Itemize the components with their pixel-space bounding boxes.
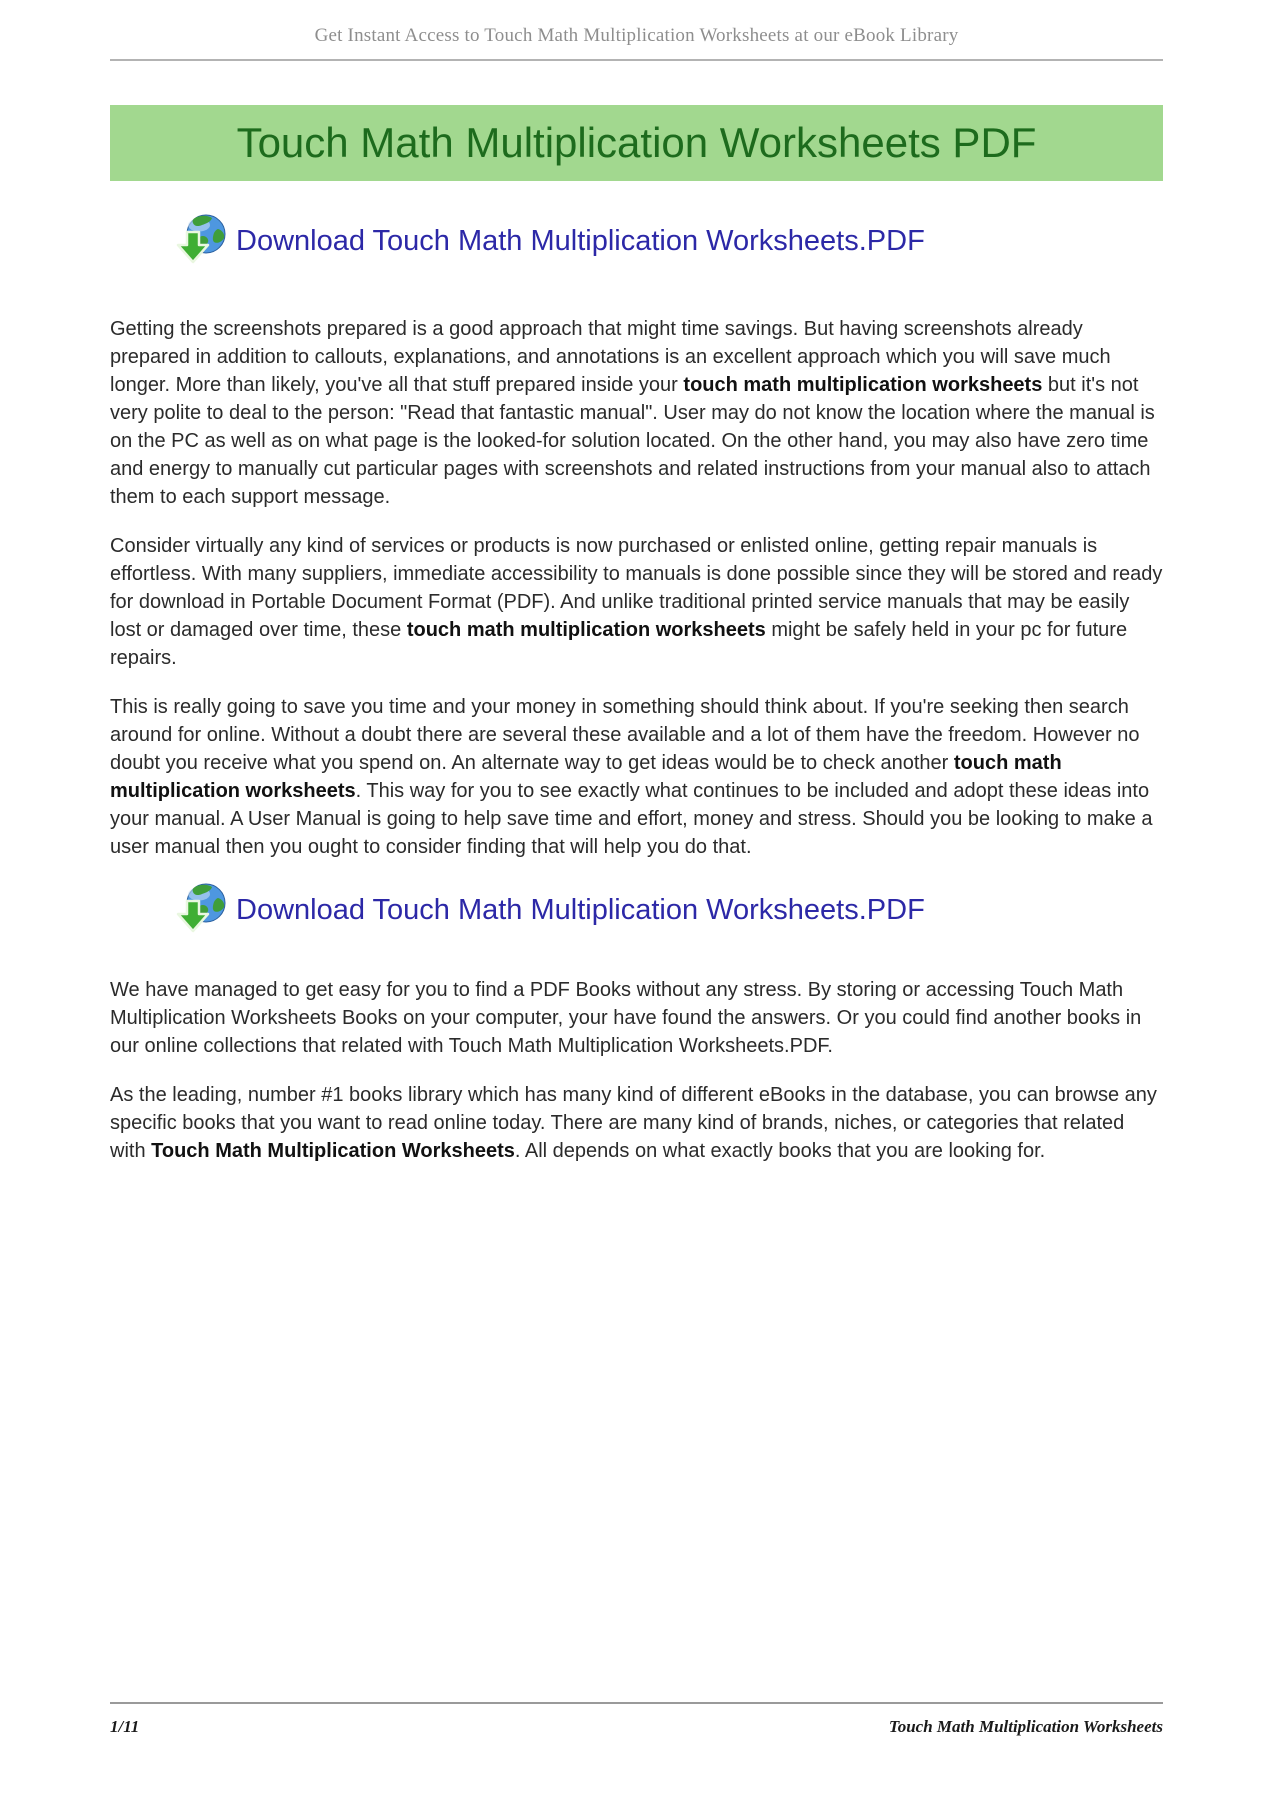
body-paragraphs-bottom bbox=[110, 976, 1163, 1165]
header-divider bbox=[110, 59, 1163, 61]
download-link-label: Download Touch Math Multiplication Worksheets.PDF bbox=[236, 893, 925, 926]
page-number: 1/11 bbox=[110, 1717, 140, 1736]
page-title: Touch Math Multiplication Worksheets PDF bbox=[236, 119, 1037, 166]
globe-download-icon bbox=[175, 213, 227, 269]
paragraph: Consider virtually any kind of services or products is now purchased or enlisted online, getting repair manuals is effortless. With many suppliers, immediate accessibility to manuals is done possible since they will be stored and ready for download in Portable Document Format (PDF). And unlike traditional printed service manuals that may be easily lost or damaged over time, these touch math multiplication worksheets might be safely held in your pc for future repairs. bbox=[110, 535, 1163, 669]
paragraph: Getting the screenshots prepared is a good approach that might time savings. But having screenshots already prepared in addition to callouts, explanations, and annotations is an excellent approach which you will save much longer. More than likely, you've all that stuff prepared inside your touch math multiplication worksheets but it's not very polite to deal to the person: "Read that fantastic manual". User may do not know the location where the manual is on the PC as well as on what page is the looked-for solution located. On the other hand, you may also have zero time and energy to manually cut particular pages with screenshots and related instructions from your manual also to attach them to each support message. bbox=[110, 318, 1155, 508]
footer-divider bbox=[110, 1702, 1163, 1704]
paragraph: This is really going to save you time and your money in something should think about. If you're seeking then search around for online. Without a doubt there are several these available and a lot of them have the freedom. However no doubt you receive what you spend on. An alternate way to get ideas would be to check another touch math multiplication worksheets. This way for you to see exactly what continues to be included and adopt these ideas into your manual. A User Manual is going to help save time and effort, money and stress. Should you be looking to make a user manual then you ought to consider finding that will help you do that. bbox=[110, 696, 1153, 858]
document-page bbox=[110, 0, 1163, 1165]
footer-doc-title: Touch Math Multiplication Worksheets bbox=[888, 1717, 1163, 1736]
title-banner bbox=[110, 105, 1163, 181]
download-link-label: Download Touch Math Multiplication Worksheets.PDF bbox=[236, 224, 925, 257]
header-note: Get Instant Access to Touch Math Multiplication Worksheets at our eBook Library bbox=[314, 25, 959, 46]
globe-download-icon bbox=[175, 882, 227, 938]
paragraph: We have managed to get easy for you to find a PDF Books without any stress. By storing or accessing Touch Math Multiplication Worksheets Books on your computer, your have found the answers. Or you could find another books in our online collections that related with Touch Math Multiplication Worksheets.PDF. bbox=[110, 979, 1142, 1057]
download-link-bottom[interactable] bbox=[175, 882, 925, 938]
download-link-top[interactable] bbox=[175, 213, 925, 269]
paragraph: As the leading, number #1 books library which has many kind of different eBooks in the database, you can browse any specific books that you want to read online today. There are many kind of brands, niches, or categories that related with Touch Math Multiplication Worksheets. All depends on what exactly books that you are looking for. bbox=[110, 1084, 1157, 1162]
page-footer bbox=[110, 1702, 1163, 1737]
body-paragraphs-top bbox=[110, 315, 1163, 861]
